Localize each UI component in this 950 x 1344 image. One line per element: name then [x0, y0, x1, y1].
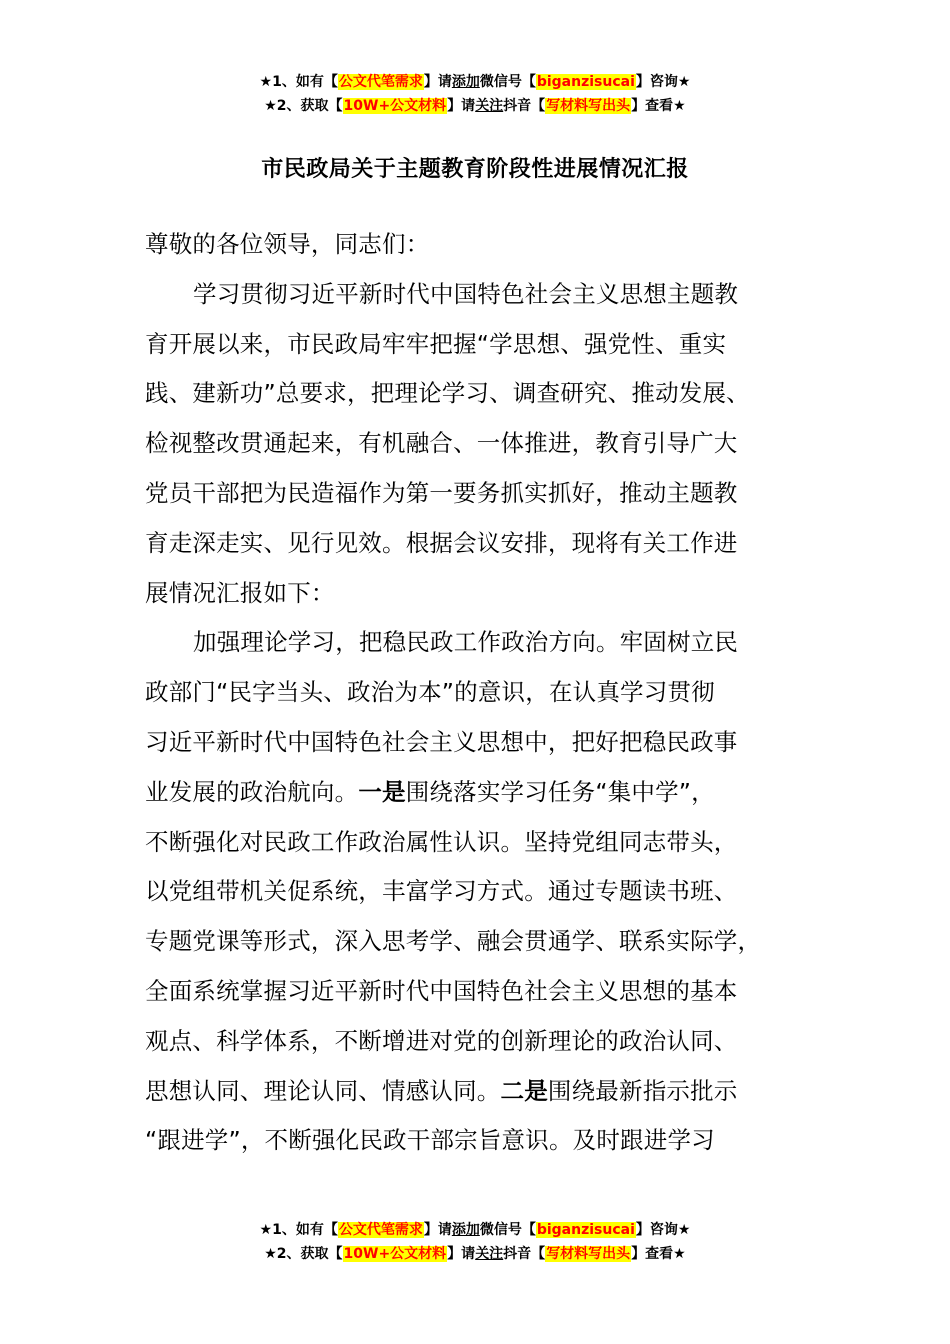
paragraph-line: 育开展以来，市民政局牢牢把握“学思想、强党性、重实	[145, 329, 727, 358]
bold-marker: 一是	[358, 777, 406, 806]
paragraph-line: 以党组带机关促系统，丰富学习方式。通过专题读书班、	[145, 877, 738, 906]
banner-highlight: 公文代笔需求	[338, 74, 423, 90]
banner-emphasis: 关注	[475, 98, 504, 114]
line-text: 围绕落实学习任务“集中学”，	[405, 777, 715, 806]
header-banner	[0, 70, 950, 118]
salutation-line: 尊敬的各位领导，同志们：	[145, 230, 430, 258]
paragraph-line: 加强理论学习，把稳民政工作政治方向。牢固树立民	[193, 628, 739, 657]
banner-line-2	[0, 1242, 950, 1266]
paragraph-line: 党员干部把为民造福作为第一要务抓实抓好，推动主题教	[145, 478, 738, 507]
banner-highlight: biganzisucai	[536, 74, 635, 90]
document-body	[145, 220, 810, 1166]
paragraph-line: 政部门“民字当头、政治为本”的意识，在认真学习贯彻	[145, 678, 715, 707]
banner-text: 】请	[447, 1246, 476, 1262]
banner-highlight: biganzisucai	[536, 1222, 635, 1238]
banner-text: 】请	[423, 1222, 452, 1238]
paragraph-line: “跟进学”，不断强化民政干部宗旨意识。及时跟进学习	[145, 1126, 715, 1155]
paragraph-line	[145, 1067, 810, 1117]
paragraph-line: 不断强化对民政工作政治属性认识。坚持党组同志带头，	[145, 827, 738, 856]
banner-emphasis: 添加	[451, 1222, 480, 1238]
banner-highlight: 公文代笔需求	[338, 1222, 423, 1238]
banner-text: ★2、获取【	[264, 1246, 343, 1262]
paragraph-line: 习近平新时代中国特色社会主义思想中，把好把稳民政事	[145, 727, 738, 756]
paragraph-line: 专题党课等形式，深入思考学、融会贯通学、联系实际学，	[145, 927, 762, 956]
banner-text: 】咨询★	[635, 74, 691, 90]
line-text: 业发展的政治航向。	[145, 777, 359, 806]
banner-text: ★2、获取【	[264, 98, 343, 114]
banner-highlight: 写材料写出头	[546, 98, 631, 114]
banner-text: 抖音【	[503, 1246, 546, 1262]
banner-line-1	[0, 70, 950, 94]
line-text: 思想认同、理论认同、情感认同。	[145, 1076, 501, 1105]
banner-text: 】查看★	[631, 1246, 686, 1262]
paragraph-line: 观点、科学体系，不断增进对党的创新理论的政治认同、	[145, 1026, 738, 1055]
paragraph-line: 践、建新功”总要求，把理论学习、调查研究、推动发展、	[145, 379, 750, 408]
banner-text: ★1、如有【	[259, 74, 338, 90]
banner-emphasis: 关注	[475, 1246, 504, 1262]
paragraph-line: 展情况汇报如下：	[145, 578, 335, 607]
bold-marker: 二是	[500, 1076, 548, 1105]
paragraph-line: 学习贯彻习近平新时代中国特色社会主义思想主题教	[193, 279, 739, 308]
banner-emphasis: 添加	[451, 74, 480, 90]
banner-highlight: 10W+公文材料	[343, 98, 447, 114]
banner-text: ★1、如有【	[259, 1222, 338, 1238]
paragraph-line: 育走深走实、见行见效。根据会议安排，现将有关工作进	[145, 528, 738, 557]
banner-highlight: 10W+公文材料	[343, 1246, 447, 1262]
banner-text: 】查看★	[631, 98, 686, 114]
banner-text: 】咨询★	[635, 1222, 691, 1238]
banner-text: 微信号【	[479, 1222, 536, 1238]
banner-highlight: 写材料写出头	[546, 1246, 631, 1262]
paragraph-line	[145, 768, 810, 818]
document-title: 市民政局关于主题教育阶段性进展情况汇报	[261, 157, 689, 182]
paragraph-line: 检视整改贯通起来，有机融合、一体推进，教育引导广大	[145, 429, 738, 458]
banner-text: 抖音【	[503, 98, 546, 114]
banner-text: 微信号【	[479, 74, 536, 90]
banner-text: 】请	[423, 74, 452, 90]
footer-banner	[0, 1218, 950, 1266]
banner-line-1	[0, 1218, 950, 1242]
banner-line-2	[0, 94, 950, 118]
paragraph-line: 全面系统掌握习近平新时代中国特色社会主义思想的基本	[145, 976, 738, 1005]
line-text: 围绕最新指示批示	[547, 1076, 738, 1105]
banner-text: 】请	[447, 98, 476, 114]
